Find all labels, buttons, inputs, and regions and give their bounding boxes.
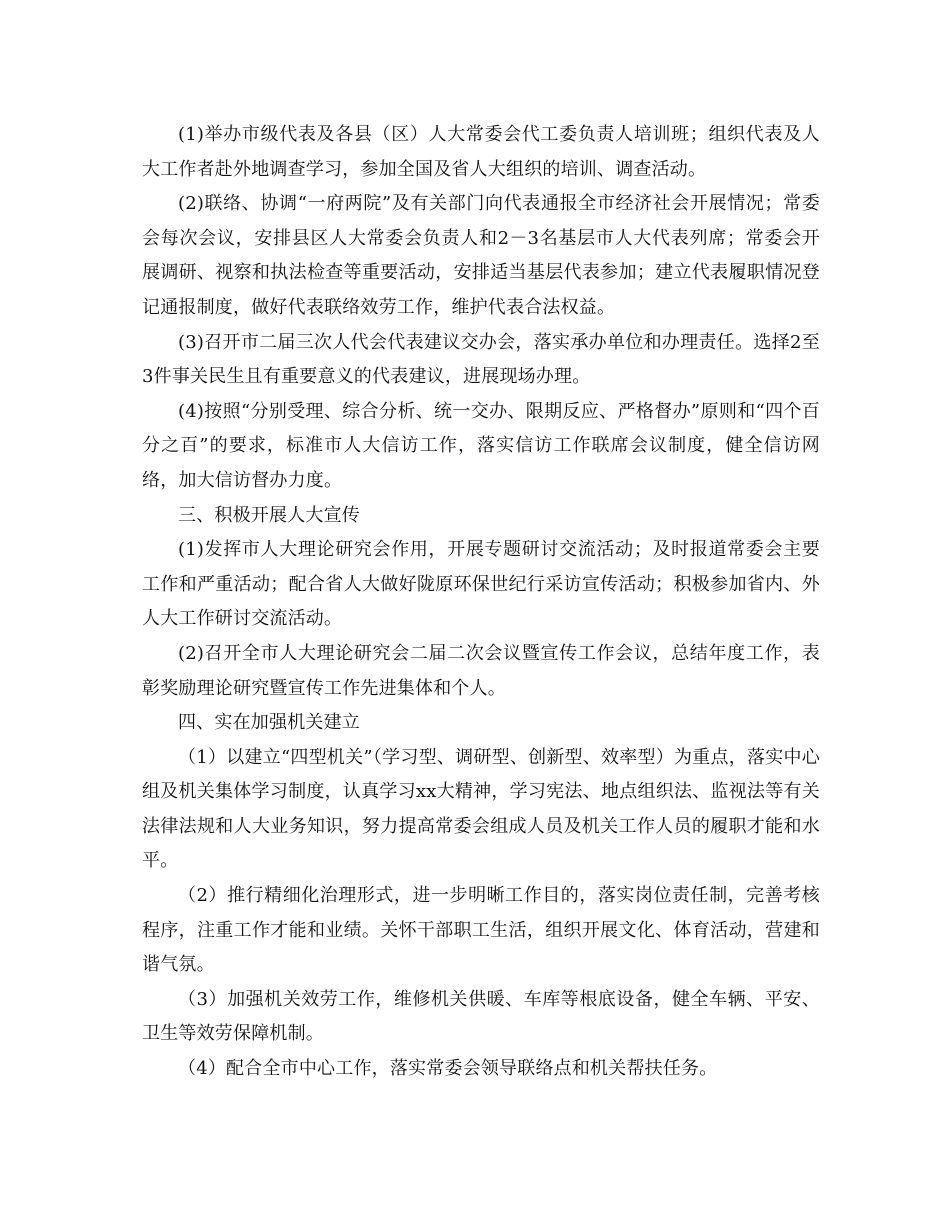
paragraph-research-meeting: (2)召开全市人大理论研究会二届二次会议暨宣传工作会议，总结年度工作，表彰奖励理论研究暨宣传工作先进集体和个人。 (142, 642, 820, 699)
section-heading-organ-building: 四、实在加强机关建立 (178, 712, 360, 734)
paragraph-refined-management: （2）推行精细化治理形式，进一步明晰工作目的，落实岗位责任制，完善考核程序，注重工作才能和业绩。关怀干部职工生活，组织开展文化、体育活动，营建和谐气氛。 (142, 885, 820, 976)
paragraph-petition-work: (4)按照“分别受理、综合分析、统一交办、限期反应、严格督办”原则和“四个百分之百”的要求，标准市人大信访工作，落实信访工作联席会议制度，健全信访网络，加大信访督办力度。 (142, 400, 820, 491)
paragraph-theory-research: (1)发挥市人大理论研究会作用，开展专题研讨交流活动；及时报道常委会主要工作和严重活动；配合省人大做好陇原环保世纪行采访宣传活动；积极参加省内、外人大工作研讨交流活动。 (142, 539, 820, 630)
paragraph-service-work: （3）加强机关效劳工作，维修机关供暖、车库等根底设备，健全车辆、平安、卫生等效劳保障机制。 (142, 988, 820, 1045)
paragraph-liaison-coordination: (2)联络、协调“一府两院”及有关部门向代表通报全市经济社会开展情况；常委会每次会议，安排县区人大常委会负责人和2－3名基层市人大代表列席；常委会开展调研、视察和执法检查等重要活动，安排适当基层代表参加；建立代表履职情况登记通报制度，做好代表联络效劳工作，维护代表合法权益。 (142, 193, 820, 318)
paragraph-learning-organ: （1）以建立“四型机关”（学习型、调研型、创新型、效率型）为重点，落实中心组及机关集体学习制度，认真学习xx大精神，学习宪法、地点组织法、监视法等有关法律法规和人大业务知识，努力提高常委会组成人员及机关工作人员的履职才能和水平。 (142, 746, 820, 872)
paragraph-central-work: （4）配合全市中心工作，落实常委会领导联络点和机关帮扶任务。 (178, 1058, 718, 1080)
section-heading-publicity: 三、积极开展人大宣传 (178, 504, 360, 526)
document-body (142, 118, 820, 1087)
paragraph-proposal-meeting: (3)召开市二届三次人代会代表建议交办会，落实承办单位和办理责任。选择2至3件事关民生且有重要意义的代表建议，进展现场办理。 (142, 331, 820, 388)
paragraph-delegate-training: (1)举办市级代表及各县（区）人大常委会代工委负责人培训班；组织代表及人大工作者赴外地调查学习，参加全国及省人大组织的培训、调查活动。 (142, 124, 820, 180)
